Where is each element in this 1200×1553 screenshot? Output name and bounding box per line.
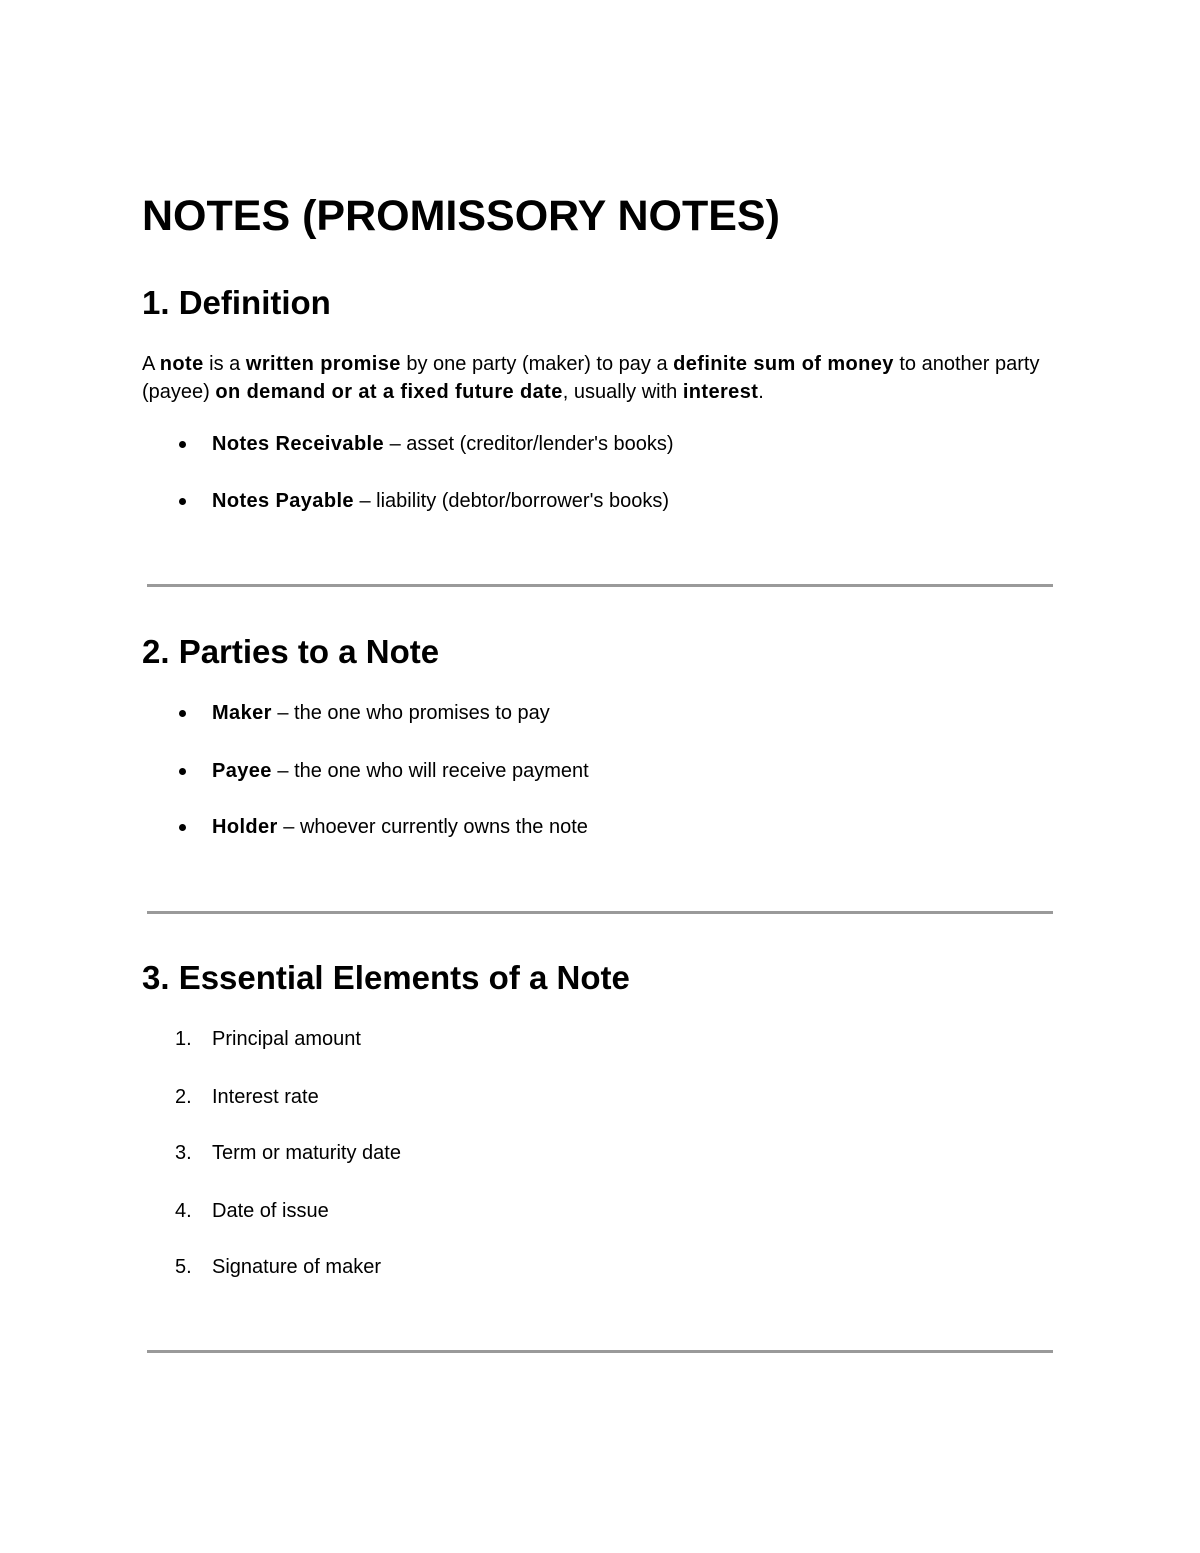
bullet-icon — [179, 824, 186, 831]
list-number-marker: 2. — [175, 1086, 192, 1108]
document-title: NOTES (PROMISSORY NOTES) — [142, 192, 780, 240]
section-heading-essential-elements: 3. Essential Elements of a Note — [142, 959, 630, 996]
list-item-interest-rate: Interest rate — [212, 1086, 319, 1108]
list-item-principal-amount: Principal amount — [212, 1028, 361, 1050]
list-item-notes-receivable: Notes Receivable – asset (creditor/lender's books) — [212, 433, 674, 455]
section-divider — [147, 1350, 1053, 1353]
list-number-marker: 5. — [175, 1256, 192, 1278]
bullet-icon — [179, 768, 186, 775]
list-item-term-maturity: Term or maturity date — [212, 1142, 401, 1164]
list-item-holder: Holder – whoever currently owns the note — [212, 816, 588, 838]
section-divider — [147, 584, 1053, 587]
section-heading-parties: 2. Parties to a Note — [142, 633, 440, 670]
bullet-icon — [179, 441, 186, 448]
list-number-marker: 1. — [175, 1028, 192, 1050]
list-number-marker: 3. — [175, 1142, 192, 1164]
list-item-signature: Signature of maker — [212, 1256, 381, 1278]
definition-paragraph: A note is a written promise by one party (maker) to pay a definite sum of money to another party (payee) on demand or at a fixed future date, usually with interest. — [142, 353, 1040, 403]
section-heading-definition: 1. Definition — [142, 284, 331, 321]
list-item-date-of-issue: Date of issue — [212, 1200, 329, 1222]
section-divider — [147, 911, 1053, 914]
bullet-icon — [179, 498, 186, 505]
list-item-payee: Payee – the one who will receive payment — [212, 760, 589, 782]
bullet-icon — [179, 710, 186, 717]
list-item-notes-payable: Notes Payable – liability (debtor/borrower's books) — [212, 490, 669, 512]
list-item-maker: Maker – the one who promises to pay — [212, 702, 550, 724]
list-number-marker: 4. — [175, 1200, 192, 1222]
